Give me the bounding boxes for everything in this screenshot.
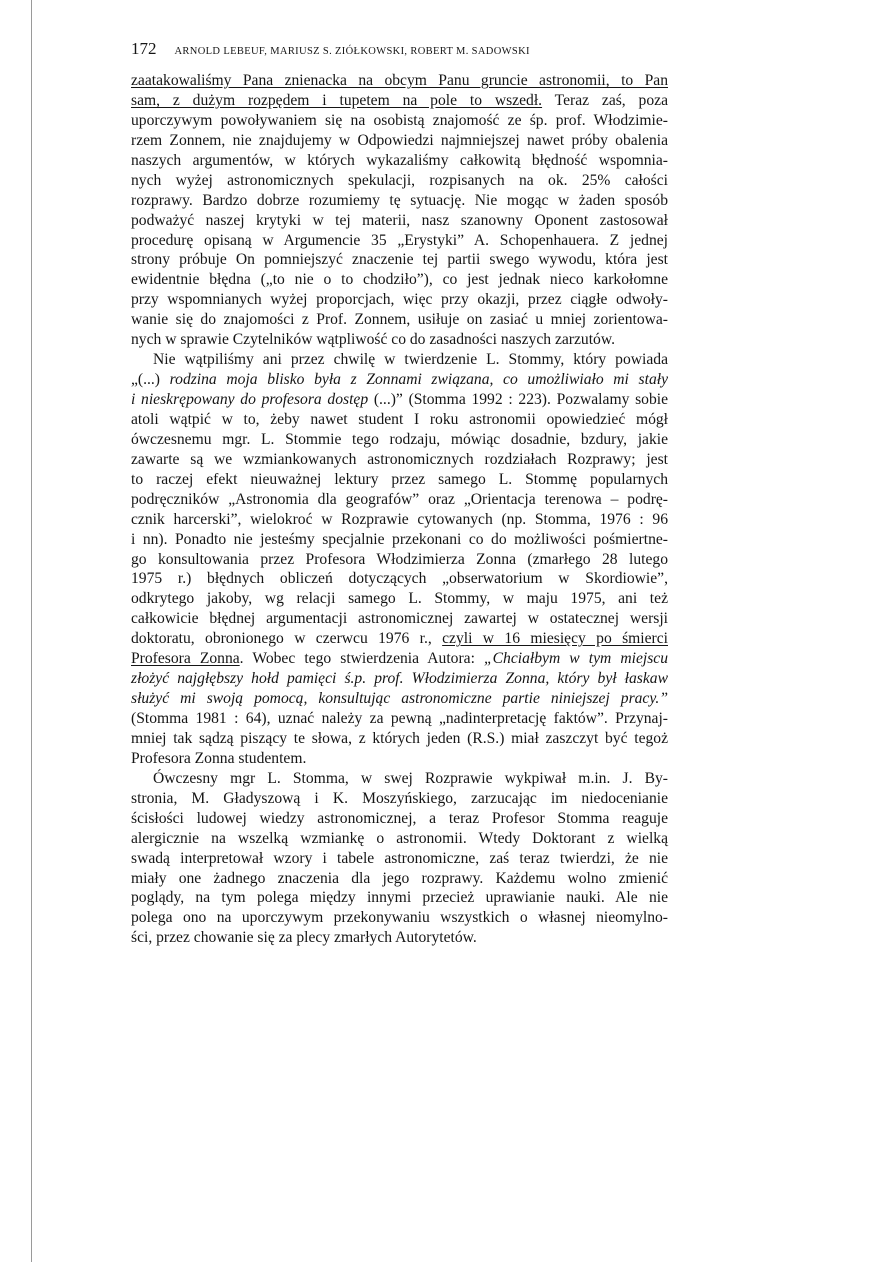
text-line: Profesora Zonna studentem. — [131, 749, 307, 767]
page-number: 172 — [131, 39, 157, 58]
text-line: uporczywym powoływaniem się na osobistą znajomość ze śp. prof. Włodzimie- — [131, 111, 668, 129]
running-head — [131, 40, 668, 58]
text-line: sam, z dużym rozpędem i tupetem na pole to wszedł. Teraz zaś, poza — [131, 91, 668, 109]
page-margin-rule — [31, 0, 32, 1262]
text-line: polega ono na uporczywym przekonywaniu wszystkich o własnej nieomylno- — [131, 909, 668, 927]
text-line: całkowicie błędnej argumentacji astronomicznej zawartej w ostatecznej wersji — [131, 610, 668, 628]
text-line: to raczej efekt nieuważnej lektury przez samego L. Stommę popularnych — [131, 470, 668, 488]
text-line: przy wspomnianych wyżej proporcjach, więc przy okazji, przez ciągłe odwoły- — [131, 291, 668, 309]
text-line: atoli wątpić w to, żeby nawet student I roku astronomii opowiedzieć mógł — [131, 410, 668, 428]
text-line: alergicznie na wszelką wzmiankę o astronomii. Wtedy Doktorant z wielką — [131, 829, 668, 847]
paragraph-first-line: Ówczesny mgr L. Stomma, w swej Rozprawie wykpiwał m.in. J. By- — [153, 769, 668, 787]
body-text — [131, 71, 668, 948]
text-line: nych wyżej astronomicznych spekulacji, rozpisanych na ok. 25% całości — [131, 171, 668, 189]
italic-quote: służyć mi swoją pomocą, konsultując astronomiczne partie niniejszej pracy.” — [131, 690, 668, 708]
text-line: stronia, M. Gładyszową i K. Moszyńskiego, zarzucając im niedocenianie — [131, 789, 668, 807]
text-line: ści, przez chowanie się za plecy zmarłych Autorytetów. — [131, 929, 477, 947]
text-line: (Stomma 1981 : 64), uznać należy za pewną „nadinterpretację faktów”. Przynaj- — [131, 710, 668, 727]
text-line: miały one żadnego znaczenia dla jego rozprawy. Każdemu wolno zmienić — [131, 869, 668, 887]
underlined-phrase: sam, z dużym rozpędem i tupetem na pole to wszedł. — [131, 91, 543, 109]
running-head-authors: ARNOLD LEBEUF, MARIUSZ S. ZIÓŁKOWSKI, ROBERT M. SADOWSKI — [174, 46, 530, 57]
book-page — [131, 40, 668, 948]
text-line: podważyć naszej krytyki w tej materii, nasz szanowny Oponent zastosował — [131, 211, 668, 229]
text-line — [131, 689, 668, 709]
text-line: „(...) rodzina moja blisko była z Zonnami związana, co umożliwiało mi stały — [131, 371, 668, 389]
text-line: i nn). Ponadto nie jesteśmy specjalnie przekonani co do możliwości pośmiertne- — [131, 530, 668, 548]
text-line: rzem Zonnem, nie znajdujemy w Odpowiedzi najmniejszej nawet próby obalenia — [131, 131, 668, 149]
text-line: mniej tak sądzą piszący te słowa, z których jeden (R.S.) miał zaszczyt być tegoż — [131, 729, 668, 747]
text-line: cznik harcerski”, wielokroć w Rozprawie cytowanych (np. Stomma, 1976 : 96 — [131, 510, 668, 528]
text-line: ewidentnie błędna („to nie o to chodziło”), co jest jednak nieco karkołomne — [131, 271, 668, 289]
text-line: strony próbuje On pomniejszyć znaczenie tej partii swego wywodu, która jest — [131, 251, 668, 269]
text-line: zawarte są we wzmiankowanych astronomicznych rozdziałach Rozprawy; jest — [131, 450, 668, 468]
text-line: swadą interpretował wzory i tabele astronomiczne, zaś teraz twierdzi, że nie — [131, 849, 668, 867]
text-line: nych w sprawie Czytelników wątpliwość co do zasadności naszych zarzutów. — [131, 331, 615, 349]
underlined-phrase: czyli w 16 miesięcy po śmierci — [442, 630, 668, 648]
italic-quote: i nieskrępowany do profesora dostęp — [131, 391, 369, 408]
italic-quote: rodzina moja blisko była z Zonnami związana, co umożliwiało mi stały — [169, 371, 668, 389]
text-line: rozprawy. Bardzo dobrze rozumiemy tę sytuację. Nie mogąc w żaden sposób — [131, 191, 668, 209]
text-line: poglądy, na tym polega między innymi przecież uprawianie nauki. Ale nie — [131, 889, 668, 907]
text-line: i nieskrępowany do profesora dostęp (...)” (Stomma 1992 : 223). Pozwalamy sobie — [131, 391, 668, 408]
underlined-phrase: Profesora Zonna — [131, 650, 240, 668]
italic-quote: złożyć najgłębszy hołd pamięci ś.p. prof. Włodzimierza Zonna, który był łaskaw — [131, 670, 668, 688]
text-line — [131, 669, 668, 689]
text-line: go konsultowania przez Profesora Włodzimierza Zonna (zmarłego 28 lutego — [131, 550, 668, 568]
text-line: 1975 r.) błędnych obliczeń dotyczących „obserwatorium w Skordiowie”, — [131, 570, 668, 588]
paragraph-first-line: Nie wątpiliśmy ani przez chwilę w twierdzenie L. Stommy, który powiada — [153, 351, 668, 369]
text-line: podręczników „Astronomia dla geografów” oraz „Orientacja terenowa – podrę- — [131, 490, 668, 508]
text-line: wanie się do znajomości z Prof. Zonnem, usiłuje on zasiać u mniej zorientowa- — [131, 311, 668, 329]
text-line: ścisłości ludowej wiedzy astronomicznej, a teraz Profesor Stomma reaguje — [131, 809, 668, 827]
text-line: odkrytego jakoby, wg relacji samego L. Stommy, w maju 1975, ani też — [131, 590, 668, 608]
text-line: zaatakowaliśmy Pana znienacka na obcym Panu gruncie astronomii, to Pan — [131, 72, 668, 89]
text-line: procedurę opisaną w Argumencie 35 „Erystyki” A. Schopenhauera. Z jednej — [131, 231, 668, 249]
italic-quote: „Chciałbym w tym miejscu — [483, 650, 668, 668]
text-line: ówczesnemu mgr. L. Stommie tego rodzaju, mówiąc dosadnie, bzdury, jakie — [131, 430, 668, 448]
text-line: naszych argumentów, w których wykazaliśmy całkowitą błędność wspomnia- — [131, 151, 668, 169]
text-line: doktoratu, obronionego w czerwcu 1976 r., czyli w 16 miesięcy po śmierci — [131, 630, 668, 648]
text-line: Profesora Zonna. Wobec tego stwierdzenia Autora: „Chciałbym w tym miejscu — [131, 650, 668, 668]
